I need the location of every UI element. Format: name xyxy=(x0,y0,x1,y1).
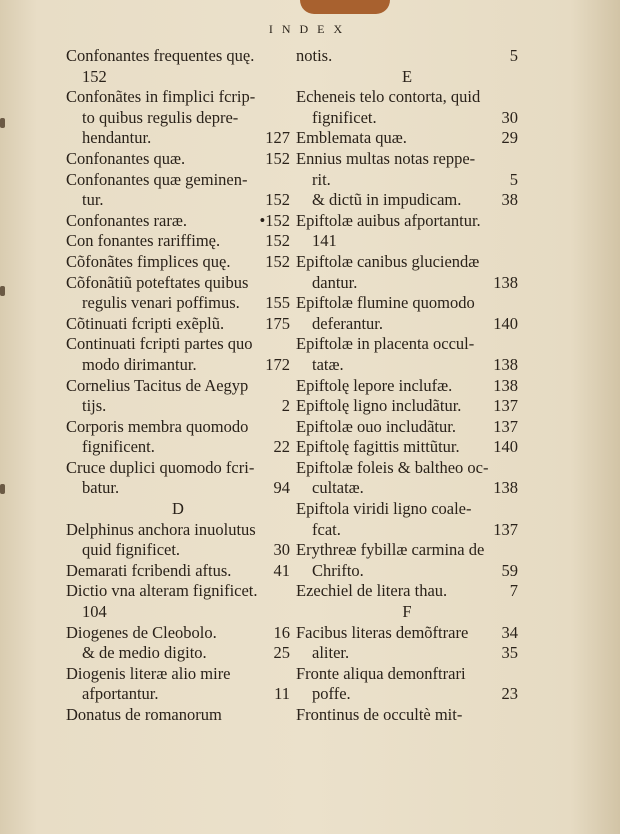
entry-text: Frontinus de occultè mit- xyxy=(296,705,463,724)
entry-text: fignificent. xyxy=(82,437,155,457)
entry-text: Cõtinuati fcripti exẽplũ. xyxy=(66,313,225,333)
page-number: 127 xyxy=(265,128,290,148)
entry-text: Con fonantes rariffimę. xyxy=(66,231,221,251)
entry-text: tatæ. xyxy=(312,354,344,374)
index-entry xyxy=(296,540,518,561)
page-number: 7 xyxy=(509,581,518,601)
index-entry xyxy=(66,643,290,664)
entry-text: aliter. xyxy=(312,643,350,663)
entry-text: quid fignificet. xyxy=(82,540,181,560)
running-header: INDEX xyxy=(268,22,352,36)
index-entry xyxy=(296,108,518,129)
index-entry xyxy=(296,376,518,397)
page-number: 172 xyxy=(265,354,290,374)
page-number: 11 xyxy=(274,684,290,704)
entry-text: Facibus literas demõftrare xyxy=(296,622,469,642)
entry-text: 152 xyxy=(82,66,107,86)
index-entry xyxy=(66,355,290,376)
index-entry xyxy=(66,334,290,355)
margin-mark xyxy=(0,286,5,296)
page-number: 25 xyxy=(273,643,290,663)
entry-text: Delphinus anchora inuolutus xyxy=(66,519,256,539)
entry-text: Epiftolę ligno includãtur. xyxy=(296,396,462,416)
page-number: 34 xyxy=(501,622,518,642)
page-number: 29 xyxy=(501,128,518,148)
index-entry xyxy=(66,705,290,726)
entry-text: Cõfonãtiũ poteftates quibus xyxy=(66,272,249,292)
index-entry xyxy=(66,417,290,438)
section-letter xyxy=(296,67,518,88)
entry-text: Donatus de romanorum xyxy=(66,705,222,724)
index-entry xyxy=(296,87,518,108)
index-entry xyxy=(296,458,518,479)
entry-text: Confonãtes in fimplici fcrip- xyxy=(66,87,256,107)
page-tab-shadow xyxy=(300,0,390,14)
index-entry xyxy=(296,46,518,67)
index-entry xyxy=(66,437,290,458)
index-entry xyxy=(66,190,290,211)
page-number: 35 xyxy=(501,643,518,663)
index-entry xyxy=(296,252,518,273)
entry-text: fignificet. xyxy=(312,107,377,127)
entry-text: Emblemata quæ. xyxy=(296,128,407,148)
index-entry xyxy=(66,170,290,191)
margin-mark xyxy=(0,484,5,494)
page-number: 152 xyxy=(265,251,290,271)
entry-text: Chrifto. xyxy=(312,560,364,580)
index-entry xyxy=(66,128,290,149)
index-entry xyxy=(296,437,518,458)
page-number: 2 xyxy=(281,396,290,416)
page-number: 5 xyxy=(509,169,518,189)
entry-text: cultatæ. xyxy=(312,478,364,498)
entry-text: tijs. xyxy=(82,396,107,416)
index-entry xyxy=(66,376,290,397)
entry-text: F xyxy=(402,602,412,622)
index-entry xyxy=(296,170,518,191)
entry-text: D xyxy=(172,499,184,519)
index-entry xyxy=(66,684,290,705)
entry-text: E xyxy=(401,66,413,86)
page-number: 22 xyxy=(273,437,290,457)
page-number: 138 xyxy=(493,375,518,395)
index-entry xyxy=(296,664,518,685)
entry-text: Confonantes quæ geminen- xyxy=(66,169,248,189)
index-entry xyxy=(66,293,290,314)
index-entry xyxy=(66,396,290,417)
index-entry xyxy=(66,581,290,602)
page-number: 140 xyxy=(493,437,518,457)
index-entry xyxy=(296,149,518,170)
index-entry xyxy=(296,417,518,438)
entry-text: afportantur. xyxy=(82,684,159,704)
entry-text: to quibus regulis depre- xyxy=(82,107,239,127)
index-entry xyxy=(296,581,518,602)
page-number: 30 xyxy=(273,540,290,560)
index-entry xyxy=(296,520,518,541)
margin-mark xyxy=(0,118,5,128)
entry-text: Epiftolæ ouo includãtur. xyxy=(296,416,456,436)
entry-text: Fronte aliqua demonftrari xyxy=(296,663,466,683)
entry-text: regulis venari poffimus. xyxy=(82,293,240,313)
index-entry xyxy=(66,520,290,541)
index-entry xyxy=(66,273,290,294)
entry-text: Diogenis literæ alio mire xyxy=(66,663,231,683)
index-entry xyxy=(296,643,518,664)
index-entry xyxy=(66,540,290,561)
page-number: 59 xyxy=(501,560,518,580)
index-entry xyxy=(66,252,290,273)
index-entry xyxy=(296,293,518,314)
entry-text: rit. xyxy=(312,169,331,189)
index-entry xyxy=(66,314,290,335)
entry-text: Confonantes frequentes quę. xyxy=(66,46,255,65)
page-number: 138 xyxy=(493,354,518,374)
page-number: 16 xyxy=(273,622,290,642)
index-entry xyxy=(296,355,518,376)
entry-text: fcat. xyxy=(312,519,341,539)
index-entry xyxy=(66,67,290,88)
entry-text: Epiftolæ in placenta occul- xyxy=(296,334,475,354)
index-entry xyxy=(296,623,518,644)
entry-text: Confonantes raræ. xyxy=(66,210,187,230)
page-number: •152 xyxy=(259,210,290,230)
page-number: 30 xyxy=(501,107,518,127)
entry-text: Epiftolę lepore inclufæ. xyxy=(296,375,453,395)
index-entry xyxy=(66,231,290,252)
index-entry xyxy=(296,314,518,335)
section-letter xyxy=(296,602,518,623)
index-entry xyxy=(296,128,518,149)
entry-text: modo dirimantur. xyxy=(82,354,197,374)
page-number: 140 xyxy=(493,313,518,333)
index-entry xyxy=(66,664,290,685)
entry-text: Cornelius Tacitus de Aegyp xyxy=(66,375,249,395)
page-number: 41 xyxy=(273,560,290,580)
index-column-left xyxy=(66,46,290,726)
index-entry xyxy=(296,273,518,294)
entry-text: Epiftola viridi ligno coale- xyxy=(296,499,472,519)
index-entry xyxy=(66,478,290,499)
index-entry xyxy=(296,499,518,520)
index-entry xyxy=(296,190,518,211)
entry-text: 104 xyxy=(82,602,107,622)
index-entry xyxy=(296,334,518,355)
index-entry xyxy=(66,149,290,170)
index-entry xyxy=(66,211,290,232)
entry-text: & de medio digito. xyxy=(82,643,207,663)
entry-text: Corporis membra quomodo xyxy=(66,416,249,436)
entry-text: hendantur. xyxy=(82,128,152,148)
entry-text: Epiftolę fagittis mittũtur. xyxy=(296,437,460,457)
index-entry xyxy=(296,478,518,499)
index-entry xyxy=(296,684,518,705)
entry-text: Diogenes de Cleobolo. xyxy=(66,622,217,642)
page-number: 5 xyxy=(509,46,518,65)
entry-text: Epiftolæ canibus gluciendæ xyxy=(296,251,480,271)
entry-text: Ennius multas notas reppe- xyxy=(296,148,476,168)
entry-text: tur. xyxy=(82,190,104,210)
entry-text: Epiftolæ flumine quomodo xyxy=(296,293,475,313)
entry-text: batur. xyxy=(82,478,120,498)
page-number: 152 xyxy=(265,231,290,251)
index-entry xyxy=(66,561,290,582)
page-number: 152 xyxy=(265,190,290,210)
page-number: 137 xyxy=(493,396,518,416)
page-number: 23 xyxy=(501,684,518,704)
entry-text: & dictũ in impudicam. xyxy=(312,190,462,210)
entry-text: Epiftolæ foleis & baltheo oc- xyxy=(296,457,489,477)
index-entry xyxy=(296,561,518,582)
index-entry xyxy=(66,458,290,479)
index-entry xyxy=(296,211,518,232)
entry-text: Cõfonãtes fimplices quę. xyxy=(66,251,231,271)
page-number: 138 xyxy=(493,272,518,292)
entry-text: poffe. xyxy=(312,684,351,704)
page-number: 175 xyxy=(265,313,290,333)
entry-text: Dictio vna alteram fignificet. xyxy=(66,581,258,601)
index-entry xyxy=(66,108,290,129)
index-entry xyxy=(66,623,290,644)
entry-text: Confonantes quæ. xyxy=(66,148,186,168)
entry-text: deferantur. xyxy=(312,313,384,333)
section-letter xyxy=(66,499,290,520)
index-entry xyxy=(66,602,290,623)
page-number: 137 xyxy=(493,416,518,436)
page-number: 94 xyxy=(273,478,290,498)
entry-text: Demarati fcribendi aftus. xyxy=(66,560,232,580)
page-number: 152 xyxy=(265,148,290,168)
entry-text: notis. xyxy=(296,46,333,65)
entry-text: Ezechiel de litera thau. xyxy=(296,581,448,601)
index-entry xyxy=(66,46,290,67)
page-number: 38 xyxy=(501,190,518,210)
index-column-right xyxy=(296,46,518,726)
index-entry xyxy=(296,231,518,252)
index-entry xyxy=(296,705,518,726)
index-entry xyxy=(296,396,518,417)
page-number: 137 xyxy=(493,519,518,539)
entry-text: dantur. xyxy=(312,272,358,292)
entry-text: Erythreæ fybillæ carmina de xyxy=(296,540,485,560)
entry-text: Continuati fcripti partes quo xyxy=(66,334,253,354)
page-number: 155 xyxy=(265,293,290,313)
entry-text: Echeneis telo contorta, quid xyxy=(296,87,481,107)
entry-text: Epiftolæ auibus afportantur. xyxy=(296,210,481,230)
entry-text: Cruce duplici quomodo fcri- xyxy=(66,457,255,477)
index-entry xyxy=(66,87,290,108)
page-number: 138 xyxy=(493,478,518,498)
entry-text: 141 xyxy=(312,231,337,251)
